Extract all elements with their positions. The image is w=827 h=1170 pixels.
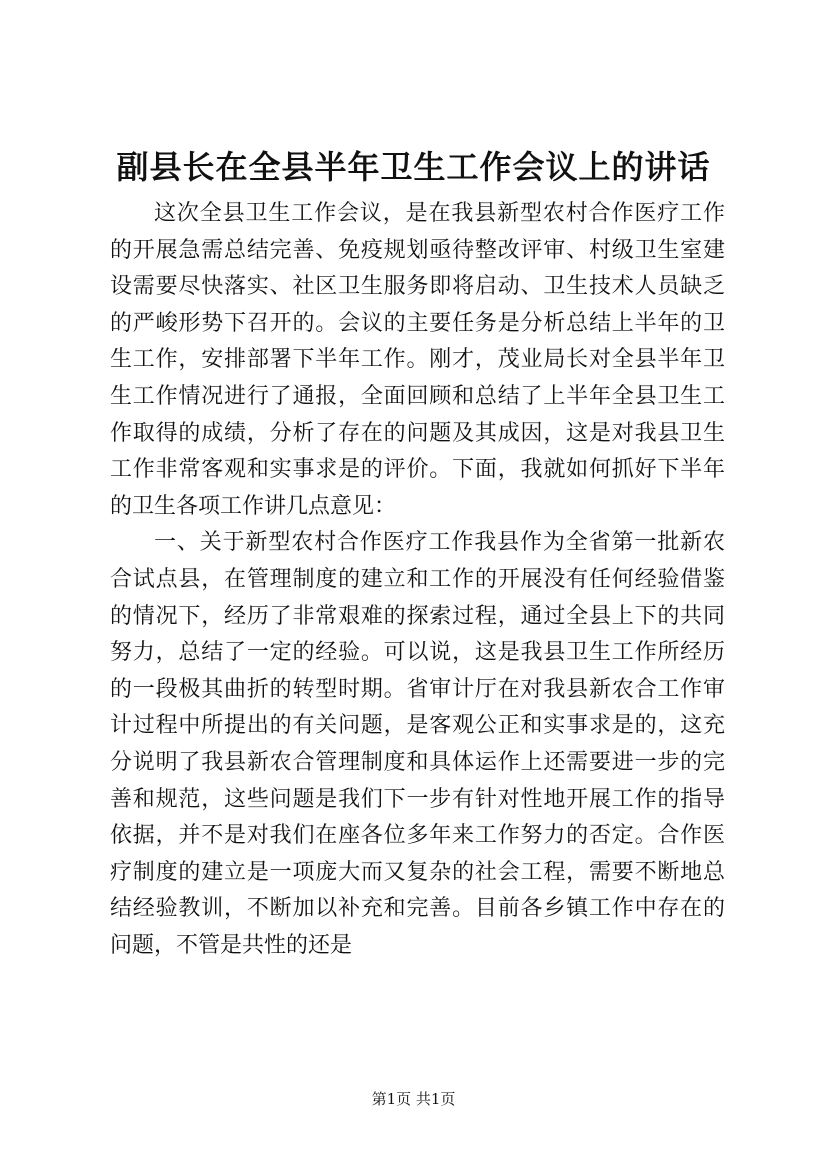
document-body (110, 196, 725, 964)
paragraph-section-one: 一、关于新型农村合作医疗工作我县作为全省第一批新农合试点县，在管理制度的建立和工作的开展没有任何经验借鉴的情况下，经历了非常艰难的探索过程，通过全县上下的共同努力，总结了一定的经验。可以说，这是我县卫生工作所经历的一段极其曲折的转型时期。省审计厅在对我县新农合工作审计过程中所提出的有关问题，是客观公正和实事求是的，这充分说明了我县新农合管理制度和具体运作上还需要进一步的完善和规范，这些问题是我们下一步有针对性地开展工作的指导依据，并不是对我们在座各位多年来工作努力的否定。合作医疗制度的建立是一项庞大而又复杂的社会工程，需要不断地总结经验教训，不断加以补充和完善。目前各乡镇工作中存在的问题，不管是共性的还是 (110, 530, 725, 958)
document-title: 副县长在全县半年卫生工作会议上的讲话 (116, 148, 711, 186)
paragraph-intro: 这次全县卫生工作会议，是在我县新型农村合作医疗工作的开展急需总结完善、免疫规划亟待整改评审、村级卫生室建设需要尽快落实、社区卫生服务即将启动、卫生技术人员缺乏的严峻形势下召开的。会议的主要任务是分析总结上半年的卫生工作，安排部署下半年工作。刚才，茂业局长对全县半年卫生工作情况进行了通报，全面回顾和总结了上半年全县卫生工作取得的成绩，分析了存在的问题及其成因，这是对我县卫生工作非常客观和实事求是的评价。下面，我就如何抓好下半年的卫生各项工作讲几点意见： (110, 201, 725, 519)
page-footer: 第1页 共1页 (371, 1090, 456, 1108)
